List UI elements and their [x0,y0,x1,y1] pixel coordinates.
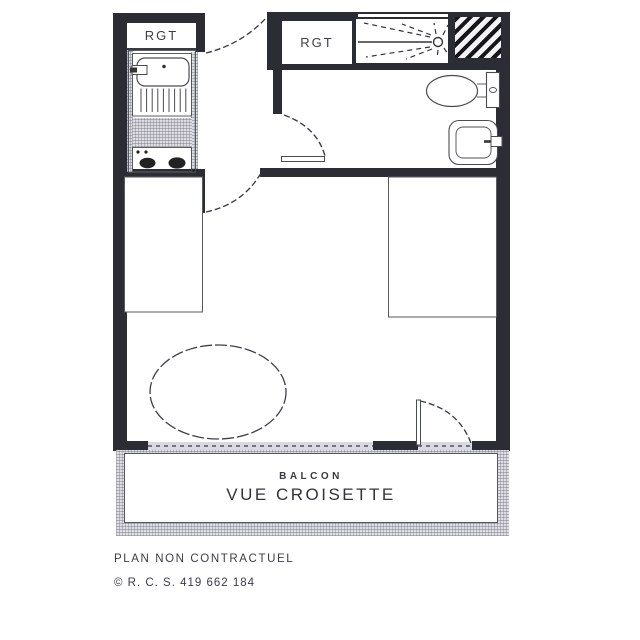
bathroom-door [282,115,326,162]
kitchen-drainboard-icon [141,89,186,113]
balcony-label: BALCON [279,471,343,482]
toilet-icon [427,73,500,108]
storage-closet-bathroom-label: RGT [300,35,334,50]
plan-disclaimer: PLAN NON CONTRACTUEL [114,553,295,565]
room-door-arc [206,173,261,212]
balcony-view-label: VUE CROISETTE [226,485,396,504]
wardrobe [125,177,203,312]
shower-icon [358,23,449,59]
bed [389,177,497,317]
stove-icon [133,148,192,172]
washbasin-icon [449,121,502,165]
balcony-door [417,400,472,445]
storage-closet-entry-label: RGT [144,28,179,43]
kitchen-sink-icon [130,58,189,86]
round-table [150,345,286,439]
kitchen-unit [129,51,196,173]
plan-copyright: © R. C. S. 419 662 184 [114,577,256,589]
entry-door-arc [206,18,266,53]
